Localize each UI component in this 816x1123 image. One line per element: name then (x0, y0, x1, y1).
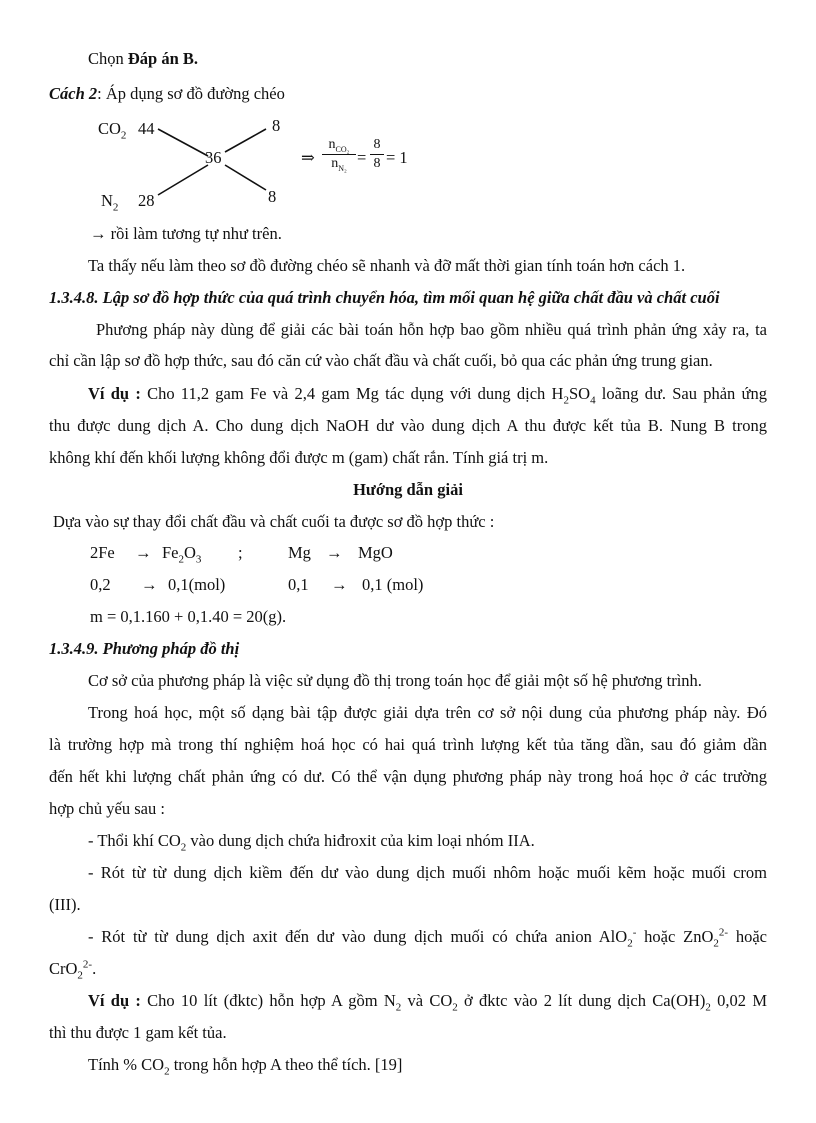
scheme-mgo: MgO (358, 543, 393, 562)
equals-sign: = (357, 148, 367, 167)
mol-arrow-1: → (141, 575, 158, 594)
n2-label: $N_2$ (101, 191, 119, 214)
co2-value: 44 (138, 119, 155, 138)
example-2-line-1: Ví dụ : Cho 10 lít (đktc) hỗn hợp A gồm $N_2$ và $CO_2$ ở đktc vào 2 lít dung dịch $Ca(OH)_2$ 0,02 M (88, 991, 767, 1014)
center-value: 36 (205, 148, 222, 167)
line-center-top-right (225, 129, 266, 152)
guide-intro: Dựa vào sự thay đổi chất đầu và chất cuối ta được sơ đồ hợp thức : (53, 512, 495, 531)
example-label: Ví dụ : (88, 384, 141, 403)
answer-value: Đáp án B. (127, 49, 199, 68)
bullet-3-line-1: - Rót từ từ dung dịch axit đến dư vào dung dịch muối có chứa anion AlO$_2$- hoặc ZnO$_2^{2-}$ hoặc (88, 926, 767, 950)
mol-fe2o3: 0,1(mol) (168, 575, 226, 594)
paragraph-2: Cơ sở của phương pháp là việc sử dụng đồ thị trong toán học để giải một số hệ phương trình. (88, 671, 702, 690)
scheme-fe: 2Fe (90, 543, 115, 562)
cross-diagram (0, 110, 480, 214)
line-co2-center (158, 129, 208, 156)
paragraph-1-line-2: chỉ cần lập sơ đồ hợp thức, sau đó căn cứ vào chất đầu và chất cuối, bỏ qua các phản ứng trung gian. (49, 351, 713, 370)
answer-choice: Chọn Đáp án B. (88, 49, 199, 68)
mass-calculation: m = 0,1.160 + 0,1.40 = 20(g). (90, 607, 287, 626)
method-2-label: Cách 2 (49, 84, 98, 103)
bottom-right-value: 8 (268, 187, 277, 206)
top-right-value: 8 (272, 116, 281, 135)
method-2-heading: Cách 2: Áp dụng sơ đồ đường chéo (49, 84, 285, 103)
scheme-arrow-2: → (326, 543, 343, 562)
guide-title: Hướng dẫn giải (353, 480, 463, 499)
cross-lines (0, 110, 480, 214)
bullet-3-line-2: CrO$_2^{2-}$. (49, 958, 97, 982)
section-heading-1348: 1.3.4.8. Lập sơ đồ hợp thức của quá trình chuyển hóa, tìm mối quan hệ giữa chất đầu và chất cuối (49, 288, 720, 307)
ratio-fraction: $n_{CO_2}$ $n_{N_2}$ (322, 136, 356, 173)
example-label-2: Ví dụ : (88, 991, 141, 1010)
paragraph-3-line-4: hợp chủ yếu sau : (49, 799, 165, 818)
then-line: → rồi làm tương tự như trên. (90, 224, 282, 243)
observation: Ta thấy nếu làm theo sơ đồ đường chéo sẽ nhanh và đỡ mất thời gian tính toán hơn cách 1. (88, 256, 686, 275)
example-1-line-1: Ví dụ : Cho 11,2 gam Fe và 2,4 gam Mg tác dụng với dung dịch $H_2SO_4$ loãng dư. Sau phản ứng (88, 384, 767, 407)
example-1-line-3: không khí đến khối lượng không đổi được m (gam) chất rắn. Tính giá trị m. (49, 448, 549, 467)
scheme-mg: Mg (288, 543, 311, 562)
example-2-line-3: Tính % $CO_2$ trong hỗn hợp A theo thể tích. [19] (88, 1055, 403, 1078)
bullet-2-line-2: (III). (49, 895, 81, 914)
line-center-bottom-right (225, 165, 266, 190)
result: = 1 (386, 148, 408, 167)
paragraph-3-line-2: là trường hợp mà trong thí nghiệm hoá học có hai quá trình lượng kết tủa tăng dần, sau đó giảm dần (49, 735, 767, 754)
co2-label: $CO_2$ (98, 119, 127, 142)
mol-mgo: 0,1 (mol) (362, 575, 424, 594)
scheme-semicolon: ; (238, 543, 243, 562)
n2-value: 28 (138, 191, 155, 210)
section-heading-1349: 1.3.4.9. Phương pháp đồ thị (49, 639, 240, 658)
paragraph-3-line-3: đến hết khi lượng chất phản ứng có dư. Có thể vận dụng phương pháp này trong hoá học ở các trường (49, 767, 767, 786)
scheme-fe2o3: $Fe_2O_3$ (162, 543, 202, 566)
mol-mg: 0,1 (288, 575, 309, 594)
mol-arrow-2: → (331, 575, 348, 594)
scheme-arrow-1: → (135, 543, 152, 562)
bullet-1: - Thổi khí $CO_2$ vào dung dịch chứa hiđroxit của kim loại nhóm IIA. (88, 831, 535, 854)
bullet-2-line-1: - Rót từ từ dung dịch kiềm đến dư vào dung dịch muối nhôm hoặc muối kẽm hoặc muối crom (88, 863, 767, 882)
example-2-line-2: thì thu được 1 gam kết tủa. (49, 1023, 227, 1042)
implies-arrow: ⇒ (301, 148, 315, 167)
value-fraction: $\frac{8}{8}$ (370, 136, 384, 173)
example-1-line-2: thu được dung dịch A. Cho dung dịch NaOH dư vào dung dịch A thu được kết tủa B. Nung B trong (49, 416, 767, 435)
paragraph-1-line-1: Phương pháp này dùng để giải các bài toán hỗn hợp bao gồm nhiều quá trình phản ứng xảy ra, ta (96, 320, 767, 339)
paragraph-3-line-1: Trong hoá học, một số dạng bài tập được giải dựa trên cơ sở nội dung của phương pháp này. Đó (88, 703, 767, 722)
line-n2-center (158, 165, 208, 195)
mol-fe: 0,2 (90, 575, 111, 594)
